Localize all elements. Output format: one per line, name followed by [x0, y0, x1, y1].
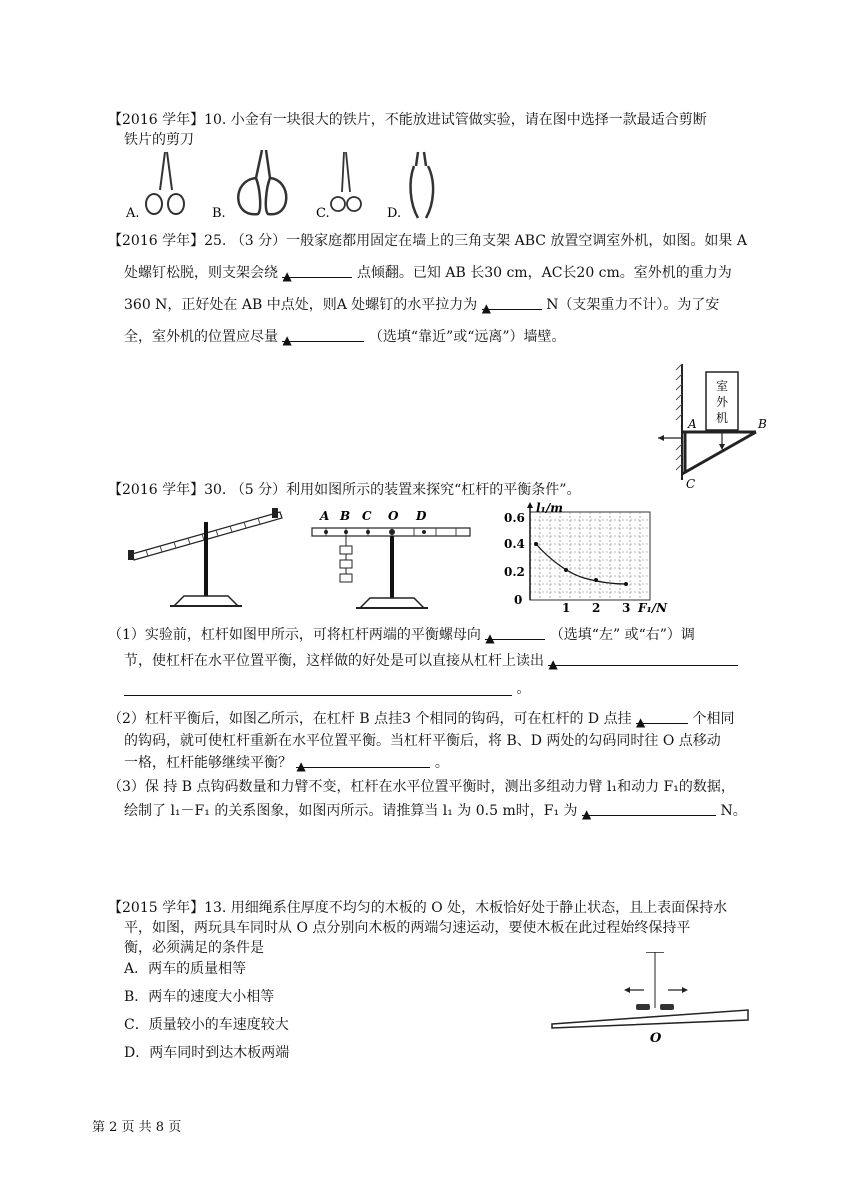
svg-text:外: 外: [716, 395, 729, 409]
svg-text:1: 1: [562, 601, 571, 615]
q13-line2: 平，如图，两玩具车同时从 O 点分别向木板的两端匀速运动，要使木板在此过程始终保持平: [124, 920, 691, 936]
q30-p1-line2: [124, 646, 738, 676]
tin-snips-d-icon: [411, 152, 434, 218]
svg-text:0.2: 0.2: [504, 565, 525, 579]
svg-text:室: 室: [716, 379, 729, 393]
q30-blank-3[interactable]: [636, 707, 688, 729]
triangle-icon: ▲: [581, 807, 592, 821]
q13-line3: 衡，必须满足的条件是: [124, 940, 264, 956]
svg-text:B: B: [340, 509, 351, 523]
q25-line2: [124, 258, 732, 288]
q13-option-a[interactable]: A．两车的质量相等: [124, 961, 247, 977]
triangle-icon: ▲: [282, 333, 292, 347]
q25-blank-3[interactable]: [282, 325, 364, 347]
svg-text:机: 机: [716, 411, 729, 425]
svg-text:C: C: [362, 509, 372, 523]
svg-text:D: D: [416, 509, 427, 523]
scissors-b-icon: [238, 150, 286, 214]
q25-blank-1[interactable]: [282, 261, 352, 283]
svg-text:2: 2: [592, 601, 601, 615]
q13-option-d[interactable]: D．两车同时到达木板两端: [124, 1045, 290, 1061]
q30-blank-2-cont[interactable]: [124, 679, 512, 696]
option-a: A.: [126, 206, 140, 220]
q30-text: 节，使杠杆在水平位置平衡，这样做的好处是可以直接从杠杆上读出: [124, 653, 544, 669]
q30-p3-line1: （3）保 持 B 点钩码数量和力臂不变，杠杆在水平位置平衡时，测出多组动力臂 l₁和动力 F₁的数据，: [108, 779, 735, 795]
triangle-icon: ▲: [296, 759, 306, 773]
q13-option-b[interactable]: B．两车的速度大小相等: [124, 989, 275, 1005]
q25-text: 360 N，正好处在 AB 中点处，则A 处螺钉的水平拉力为: [124, 297, 478, 313]
lever-fig-jia: [126, 500, 286, 612]
svg-text:O: O: [388, 509, 399, 523]
q25-line3: [124, 290, 719, 320]
q25-text: 处螺钉松脱，则支架会绕: [124, 265, 278, 281]
svg-text:B: B: [758, 417, 767, 431]
q30-text: 一格，杠杆能够继续平衡？: [124, 755, 292, 771]
triangle-icon: ▲: [485, 631, 495, 645]
svg-text:A: A: [320, 509, 330, 523]
q25-bracket-figure: [652, 362, 782, 492]
svg-text:0: 0: [514, 593, 523, 607]
triangle-icon: ▲: [548, 657, 558, 671]
q30-text: （1）实验前，杠杆如图甲所示，可将杠杆两端的平衡螺母向: [108, 627, 481, 643]
q30-p1-line3: [124, 674, 530, 704]
q30-blank-4[interactable]: [296, 751, 430, 773]
triangle-icon: ▲: [481, 301, 491, 315]
q10-line2: 铁片的剪刀: [124, 132, 194, 148]
svg-text:3: 3: [622, 601, 631, 615]
q10-line1: 【2016 学年】10. 小金有一块很大的铁片，不能放进试管做实验，请在图中选择一款最适合剪断: [108, 112, 707, 128]
q25-text: （选填“靠近”或“远离”）墙壁。: [368, 329, 566, 345]
q30-text: 。: [434, 755, 449, 771]
q30-blank-2[interactable]: [548, 649, 738, 671]
q30-text: N。: [720, 803, 747, 819]
svg-text:O: O: [650, 1031, 662, 1046]
q25-blank-2[interactable]: [481, 293, 542, 315]
q25-line1: 【2016 学年】25. （3 分）一般家庭都用固定在墙上的三角支架 ABC 放置空调室外机，如图。如果 A: [108, 233, 747, 249]
l1-f1-graph: [500, 500, 680, 618]
q10-scissors-figure: [120, 148, 450, 220]
option-d: D.: [387, 206, 402, 220]
triangle-icon: ▲: [636, 715, 646, 729]
q30-text: （2）杠杆平衡后，如图乙所示，在杠杆 B 点挂3 个相同的钩码，可在杠杆的 D 点挂: [108, 711, 632, 727]
q25-line4: [124, 322, 566, 352]
q25-text: 点倾翻。已知 AB 长30 cm，AC长20 cm。室外机的重力为: [356, 265, 732, 281]
q13-option-c[interactable]: C．质量较小的车速度较大: [124, 1017, 289, 1033]
page-footer: 第 2 页 共 8 页: [92, 1120, 182, 1135]
q30-p2-line2: 的钩码，就可使杠杆重新在水平位置平衡。当杠杆平衡后，将 B、D 两处的勾码同时往 O 点移动: [124, 733, 721, 749]
scissors-a-icon: [146, 152, 184, 214]
q30-title: 【2016 学年】30. （5 分）利用如图所示的装置来探究“杠杆的平衡条件”。: [108, 482, 581, 498]
q13-board-figure: [548, 952, 752, 1048]
q30-blank-1[interactable]: [485, 623, 545, 645]
q30-text: 个相同: [692, 711, 735, 727]
triangle-icon: ▲: [282, 269, 292, 283]
scissors-c-icon: [331, 152, 361, 211]
q25-text: N（支架重力不计）。为了安: [546, 297, 720, 313]
svg-text:l₁/m: l₁/m: [536, 501, 563, 515]
q30-p3-line2: [124, 796, 747, 826]
q30-text: 。: [516, 681, 531, 697]
option-b: B.: [212, 206, 226, 220]
q30-text: （选填“左” 或“右”）调: [549, 627, 695, 643]
lever-fig-yi: [306, 506, 476, 612]
q30-blank-5[interactable]: [581, 799, 716, 821]
q13-line1: 【2015 学年】13. 用细绳系住厚度不均匀的木板的 O 处，木板恰好处于静止状态，且上表面保持水: [108, 900, 728, 916]
q25-text: 全，室外机的位置应尽量: [124, 329, 278, 345]
svg-text:A: A: [688, 417, 697, 431]
svg-text:0.4: 0.4: [504, 537, 525, 551]
q30-text: 绘制了 l₁－F₁ 的关系图象，如图丙所示。请推算当 l₁ 为 0.5 m时，F₁ 为: [124, 803, 578, 819]
svg-text:C: C: [686, 477, 696, 491]
option-c: C.: [316, 206, 330, 220]
svg-text:0.6: 0.6: [504, 511, 525, 525]
svg-text:F₁/N: F₁/N: [638, 601, 668, 615]
